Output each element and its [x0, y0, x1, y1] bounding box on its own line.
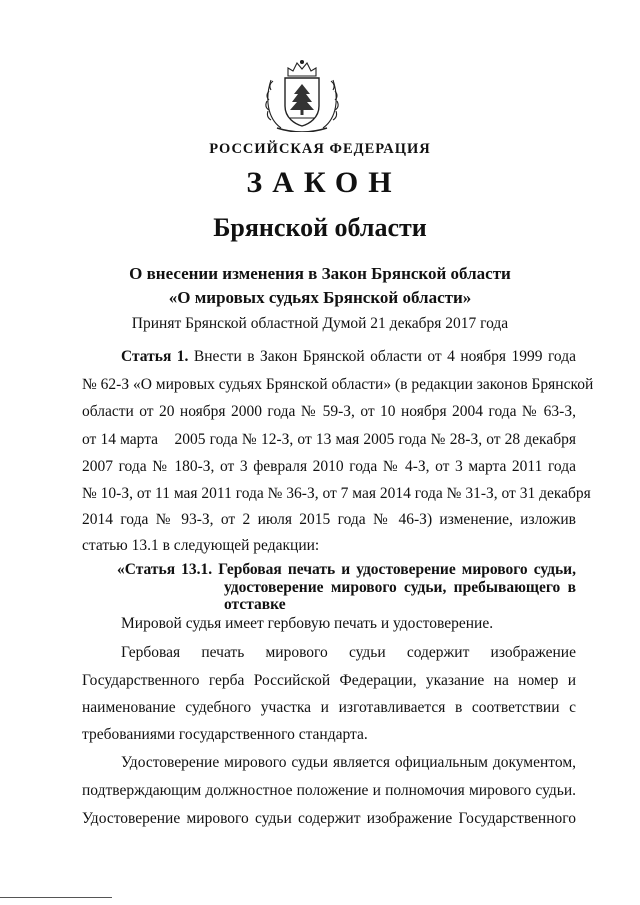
law-subject-line-2: «О мировых судьях Брянской области» — [168, 288, 472, 307]
article13-p2-line-4: требованиями государственного стандарта. — [82, 726, 368, 743]
footnote-rule — [0, 897, 112, 898]
article1-line-2: № 62-З «О мировых судьях Брянской области» (в редакции законов Брянской — [82, 376, 594, 393]
article1-line-1: Статья 1. Внести в Закон Брянской области от 4 ноября 1999 года — [121, 348, 576, 365]
law-subject — [0, 262, 640, 310]
article13-heading-line-3: отставке — [224, 596, 286, 613]
law-subject-line-1: О внесении изменения в Закон Брянской области — [129, 264, 511, 283]
article13-p2-line-1: Гербовая печать мирового судьи содержит изображение — [121, 644, 576, 661]
article13-p3-line-2: подтверждающим должностное положение и полномочия мирового судьи. — [82, 782, 576, 799]
region-heading: Брянской области — [213, 213, 427, 242]
document-type-heading: ЗАКОН — [246, 166, 402, 199]
article13-p2-line-3: наименование судебного участка и изготавливается в соответствии с — [82, 699, 576, 716]
article1-line-6: № 10-З, от 11 мая 2011 года № 36-З, от 7 мая 2014 года № 31-З, от 31 декабря — [82, 485, 591, 502]
article1-line-8: статью 13.1 в следующей редакции: — [82, 537, 320, 554]
article13-p2-line-2: Государственного герба Российской Федерации, указание на номер и — [82, 672, 576, 689]
bryansk-coat-of-arms-icon — [263, 58, 341, 132]
article1-line-5: 2007 года № 180-З, от 3 февраля 2010 года № 4-З, от 3 марта 2011 года — [82, 458, 576, 475]
article13-heading-line-1: «Статья 13.1. Гербовая печать и удостоверение мирового судьи, — [117, 561, 576, 578]
article1-line-3: области от 20 ноября 2000 года № 59-З, от 10 ноября 2004 года № 63-З, — [82, 403, 576, 420]
adoption-note: Принят Брянской областной Думой 21 декабря 2017 года — [131, 315, 509, 332]
article13-paragraph-1: Мировой судья имеет гербовую печать и удостоверение. — [121, 615, 494, 632]
article13-p3-line-3: Удостоверение мирового судьи содержит изображение Государственного — [82, 810, 576, 827]
article1-line-7: 2014 года № 93-З, от 2 июля 2015 года № 46-З) изменение, изложив — [82, 511, 576, 528]
article1-label: Статья 1. — [121, 348, 189, 365]
article13-heading-line-2: удостоверение мирового судьи, пребывающего в — [224, 579, 576, 596]
federation-heading: РОССИЙСКАЯ ФЕДЕРАЦИЯ — [209, 141, 431, 157]
article1-line-4: от 14 марта 2005 года № 12-З, от 13 мая 2005 года № 28-З, от 28 декабря — [82, 431, 576, 448]
article13-p3-line-1: Удостоверение мирового судьи является официальным документом, — [121, 754, 576, 771]
